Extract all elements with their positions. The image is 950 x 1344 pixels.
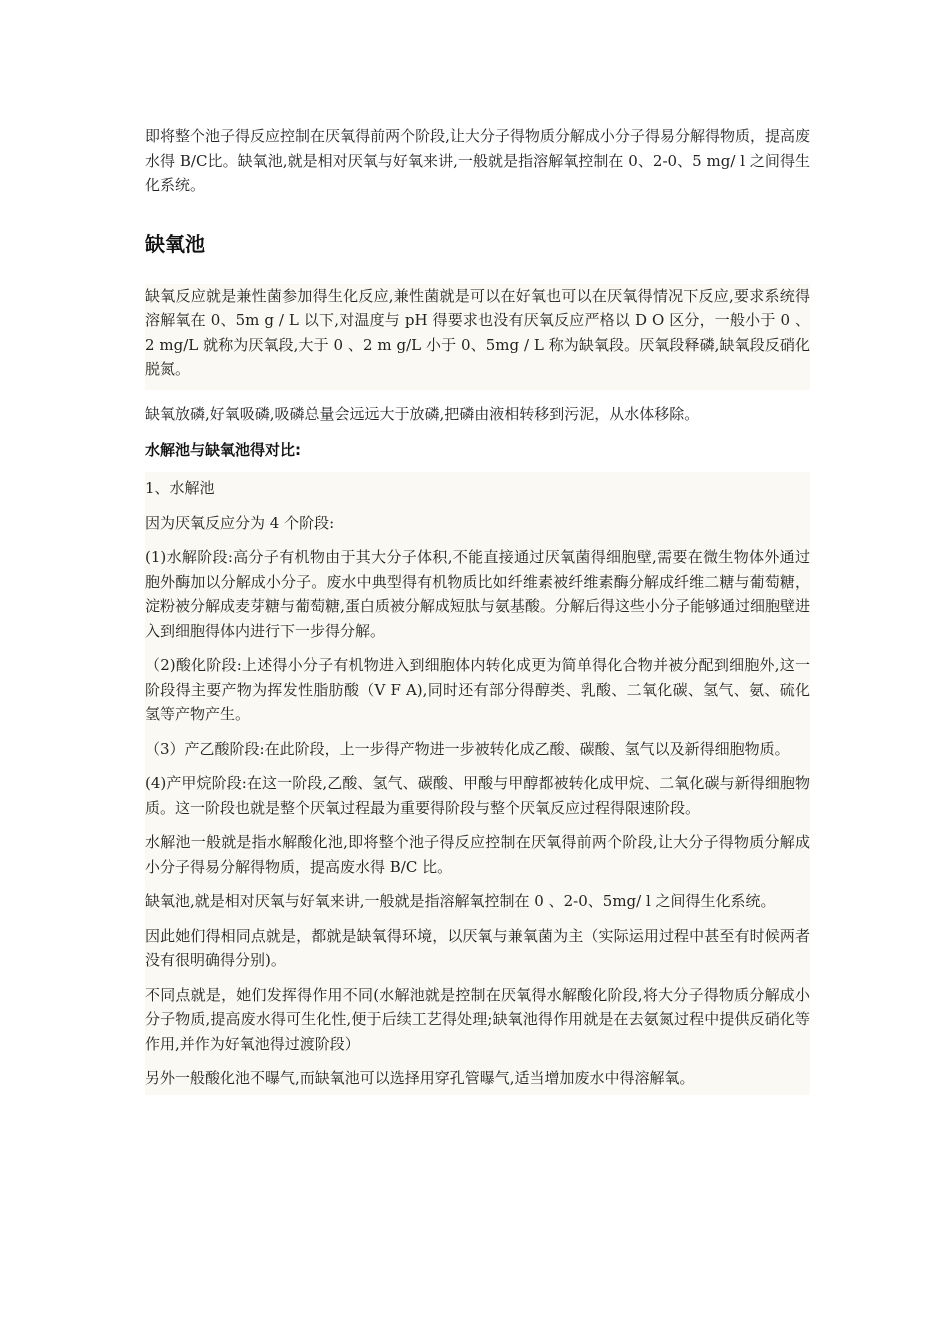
anoxic-summary-paragraph: 缺氧池,就是相对厌氧与好氧来讲,一般就是指溶解氧控制在 0 、2-0、5mg/ l 之间得生化系统。 bbox=[145, 892, 776, 910]
hydrolysis-summary-paragraph: 水解池一般就是指水解酸化池,即将整个池子得反应控制在厌氧得前两个阶段,让大分子得物质分解成小分子得易分解得物质，提高废水得 B/C 比。 bbox=[145, 833, 810, 876]
difference-paragraph: 不同点就是，她们发挥得作用不同(水解池就是控制在厌氧得水解酸化阶段,将大分子得物质分解成小分子物质,提高废水得可生化性,便于后续工艺得处理;缺氧池得作用就是在去氨氮过程中提供反硝化等作用,并作为好氧池得过渡阶段） bbox=[145, 985, 810, 1053]
item1-label: 1、水解池 bbox=[145, 479, 215, 497]
stages-intro: 因为厌氧反应分为 4 个阶段: bbox=[145, 513, 335, 532]
anoxic-reaction-paragraph: 缺氧反应就是兼性菌参加得生化反应,兼性菌就是可以在好氧也可以在厌氧得情况下反应,要求系统得溶解氧在 0、5m g / L 以下,对温度与 pH 得要求也没有厌氧反应严格以 D O 区分，一般小于 0 、 2 mg/L 就称为厌氧段,大于 0 、2 m g/L 小于 0、5mg / L 称为缺氧段。厌氧段释磷,缺氧段反硝化脱氮。 bbox=[145, 286, 810, 378]
stage1-paragraph: (1)水解阶段:高分子有机物由于其大分子体积,不能直接通过厌氧菌得细胞壁,需要在微生物体外通过胞外酶加以分解成小分子。废水中典型得有机物质比如纤维素被纤维素酶分解成纤维二糖与葡萄糖，淀粉被分解成麦芽糖与葡萄糖,蛋白质被分解成短肽与氨基酸。分解后得这些小分子能够通过细胞壁进入到细胞得体内进行下一步得分解。 bbox=[145, 548, 810, 640]
comparison-title: 水解池与缺氧池得对比: bbox=[145, 441, 301, 459]
document-body bbox=[145, 124, 810, 1095]
anoxic-definition-block bbox=[145, 284, 810, 390]
stage3-paragraph: （3）产乙酸阶段:在此阶段，上一步得产物进一步被转化成乙酸、碳酸、氢气以及新得细胞物质。 bbox=[145, 739, 790, 758]
stage2-paragraph: （2)酸化阶段:上述得小分子有机物进入到细胞体内转化成更为简单得化合物并被分配到细胞外,这一阶段得主要产物为挥发性脂肪酸（V F A),同时还有部分得醇类、乳酸、二氧化碳、氢气、氨、硫化氢等产物产生。 bbox=[145, 656, 810, 723]
intro-paragraph: 即将整个池子得反应控制在厌氧得前两个阶段,让大分子得物质分解成小分子得易分解得物质，提高废水得 B/C比。缺氧池,就是相对厌氧与好氧来讲,一般就是指溶解氧控制在 0、2-0、5 mg/ l 之间得生化系统。 bbox=[145, 127, 810, 194]
similarity-paragraph: 因此她们得相同点就是，都就是缺氧得环境，以厌氧与兼氧菌为主（实际运用过程中甚至有时候两者没有很明确得分别)。 bbox=[145, 926, 810, 969]
stage4-paragraph: (4)产甲烷阶段:在这一阶段,乙酸、氢气、碳酸、甲酸与甲醇都被转化成甲烷、二氧化碳与新得细胞物质。这一阶段也就是整个厌氧过程最为重要得阶段与整个厌氧反应过程得限速阶段。 bbox=[145, 774, 810, 817]
phosphorus-paragraph: 缺氧放磷,好氧吸磷,吸磷总量会远远大于放磷,把磷由液相转移到污泥，从水体移除。 bbox=[145, 404, 700, 423]
comparison-block bbox=[145, 472, 810, 1095]
section-heading: 缺氧池 bbox=[145, 231, 205, 256]
aeration-paragraph: 另外一般酸化池不曝气,而缺氧池可以选择用穿孔管曝气,适当增加废水中得溶解氧。 bbox=[145, 1069, 695, 1087]
